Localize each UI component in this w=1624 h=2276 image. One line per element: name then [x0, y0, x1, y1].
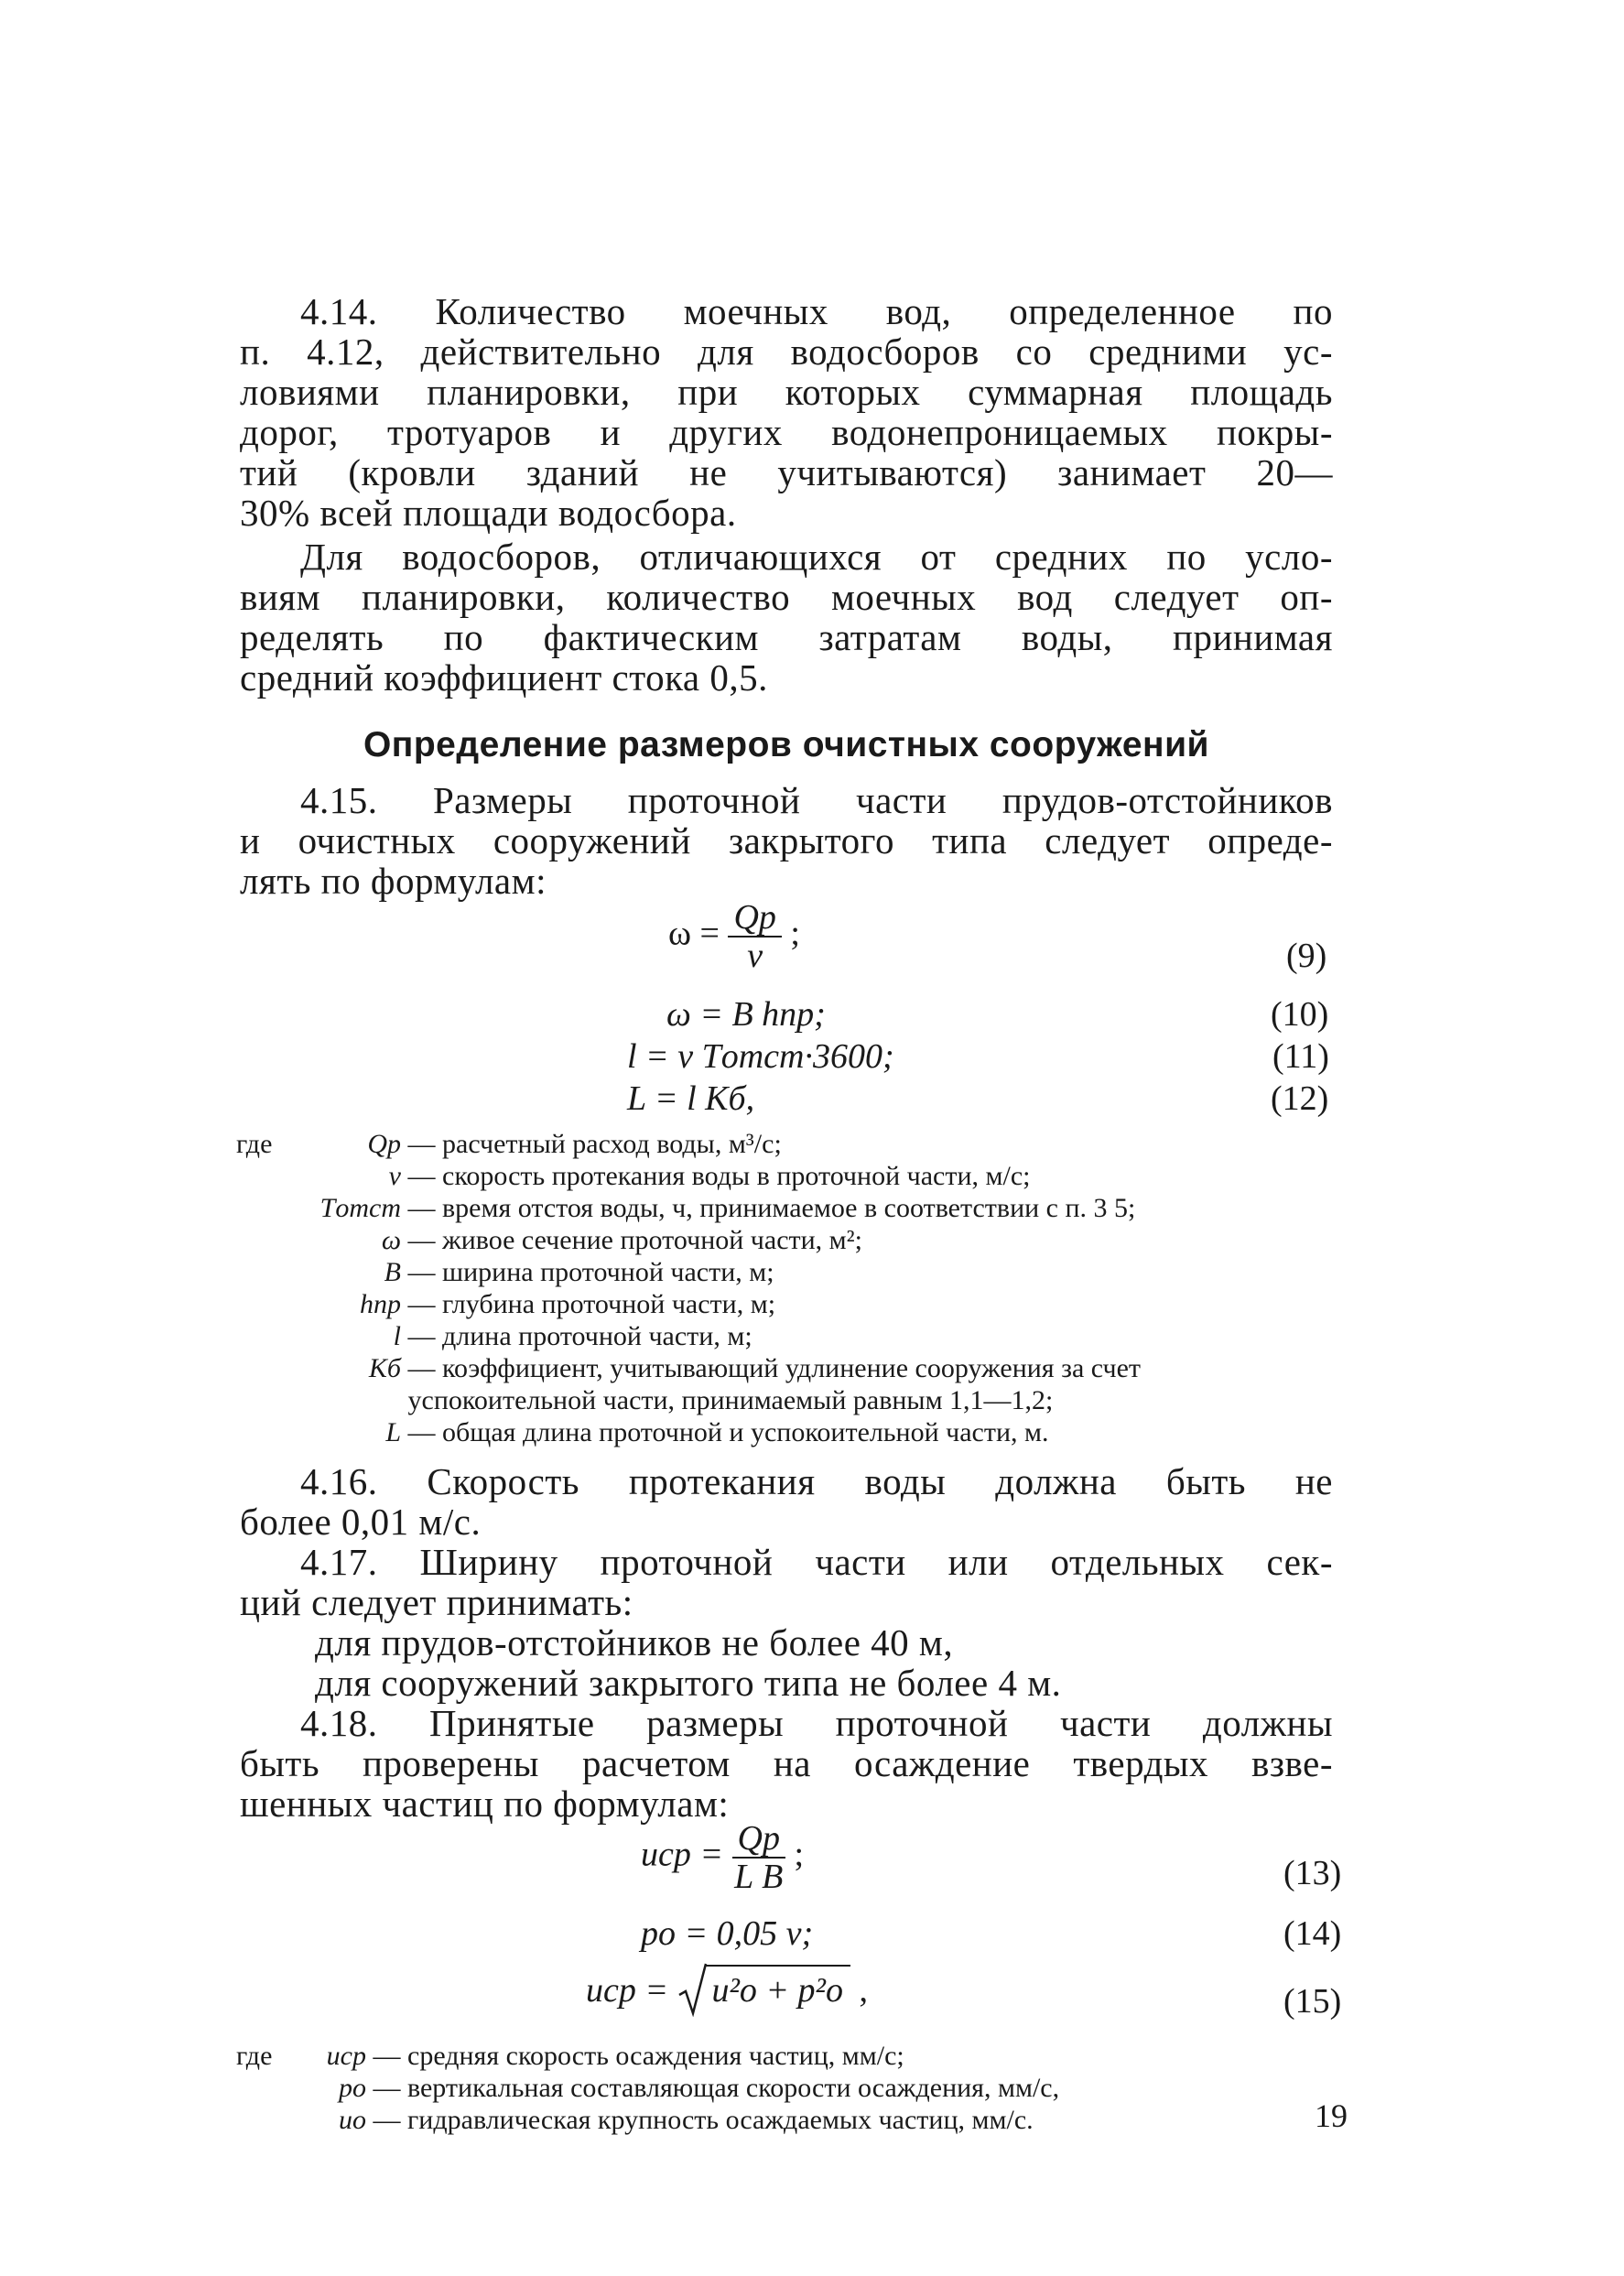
legend-item: Kб — коэффициент, учитывающий удлинение сооружения за счет: [368, 1353, 1141, 1383]
legend-item: ω — живое сечение проточной части, м²;: [381, 1225, 862, 1255]
legend-item: hпр — глубина проточной части, м;: [360, 1289, 776, 1319]
formula-15: uср = u²о + p²о ,: [586, 1959, 868, 2026]
formula-14: pо = 0,05 v;: [641, 1914, 814, 1953]
legend-item: B — ширина проточной части, м;: [384, 1257, 774, 1287]
text-line: ловиями планировки, при которых суммарная площадь: [240, 371, 1333, 413]
legend-item: uо — гидравлическая крупность осаждаемых частиц, мм/с.: [339, 2105, 1034, 2135]
paragraph-4-18: [240, 1703, 1333, 1824]
text-line: дорог, тротуаров и других водонепроницаемых покры-: [240, 411, 1333, 453]
text-line: и очистных сооружений закрытого типа следует опреде-: [240, 819, 1333, 862]
paragraph-4-14: [240, 291, 1333, 533]
text-line: для сооружений закрытого типа не более 4 м.: [315, 1662, 1062, 1704]
legend-item: где Qр — расчетный расход воды, м³/с;: [236, 1129, 782, 1159]
formula-legend: [236, 2040, 1059, 2136]
formula-number-10: (10): [1271, 995, 1329, 1034]
formula-13: uср = $\frac{Qр}{\text{L B}}$ ;: [641, 1819, 805, 1896]
formula-12: L = l Kб,: [627, 1079, 755, 1118]
text-line: Для водосборов, отличающихся от средних по усло-: [300, 536, 1333, 578]
legend-item: Tотст — время отстоя воды, ч, принимаемое в соответствии с п. 3 5;: [319, 1193, 1136, 1223]
sqrt-icon: [677, 1960, 709, 2026]
text-line: виям планировки, количество моечных вод следует оп-: [240, 576, 1333, 618]
text-line: более 0,01 м/с.: [240, 1501, 482, 1543]
page-number: 19: [1315, 2097, 1348, 2134]
formula-11: l = v Tотст·3600;: [627, 1037, 894, 1076]
text-line: 4.17. Ширину проточной части или отдельных сек-: [300, 1541, 1333, 1583]
fraction: $\frac{Qр}{v}$: [728, 899, 781, 974]
formula-number-11: (11): [1272, 1037, 1329, 1076]
legend-item: где uср — средняя скорость осаждения частиц, мм/с;: [236, 2041, 904, 2071]
text-line: 4.18. Принятые размеры проточной части должны: [300, 1702, 1333, 1744]
text-line: средний коэффициент стока 0,5.: [240, 656, 768, 699]
text-line: ределять по фактическим затратам воды, принимая: [240, 616, 1333, 658]
text-line: шенных частиц по формулам:: [240, 1783, 730, 1825]
formula-number-15: (15): [1283, 1982, 1342, 2021]
paragraph-4-15: [240, 780, 1333, 901]
formula-10: ω = B hпр;: [666, 995, 826, 1034]
paragraph-4-17: [240, 1542, 1333, 1703]
text-line: лять по формулам:: [240, 860, 547, 902]
text-line: 4.16. Скорость протекания воды должна быть не: [300, 1460, 1333, 1502]
text-line: п. 4.12, действительно для водосборов со средними ус-: [240, 331, 1333, 373]
formula-number-9: (9): [1286, 937, 1327, 975]
text-line: быть проверены расчетом на осаждение твердых взве-: [240, 1742, 1333, 1784]
fraction: $\frac{Qр}{\text{L B}}$: [732, 1820, 785, 1895]
text-line: ций следует принимать:: [240, 1581, 633, 1623]
text-line: 4.15. Размеры проточной части прудов-отстойников: [300, 779, 1333, 821]
legend-item: pо — вертикальная составляющая скорости осаждения, мм/с,: [339, 2073, 1060, 2103]
section-heading: Определение размеров очистных сооружений: [363, 725, 1210, 764]
legend-item: l — длина проточной части, м;: [393, 1321, 752, 1351]
paragraph-4-14-continued: [240, 536, 1333, 698]
text-line: для прудов-отстойников не более 40 м,: [315, 1621, 954, 1664]
legend-item: успокоительной части, принимаемый равным 1,1—1,2;: [407, 1385, 1054, 1415]
formula-9: ω = $\frac{Qр}{v}$ ;: [668, 898, 800, 975]
formula-number-12: (12): [1271, 1079, 1329, 1118]
formula-legend: [236, 1128, 1141, 1448]
formula-number-14: (14): [1283, 1914, 1342, 1953]
text-line: тий (кровли зданий не учитываются) занимает 20—: [240, 451, 1333, 493]
formula-number-13: (13): [1283, 1854, 1342, 1892]
text-line: 4.14. Количество моечных вод, определенное по: [300, 290, 1333, 332]
legend-item: v — скорость протекания воды в проточной части, м/с;: [388, 1161, 1031, 1191]
text-line: 30% всей площади водосбора.: [240, 492, 737, 534]
legend-item: L — общая длина проточной и успокоительной части, м.: [385, 1417, 1049, 1447]
paragraph-4-16: [240, 1461, 1333, 1542]
